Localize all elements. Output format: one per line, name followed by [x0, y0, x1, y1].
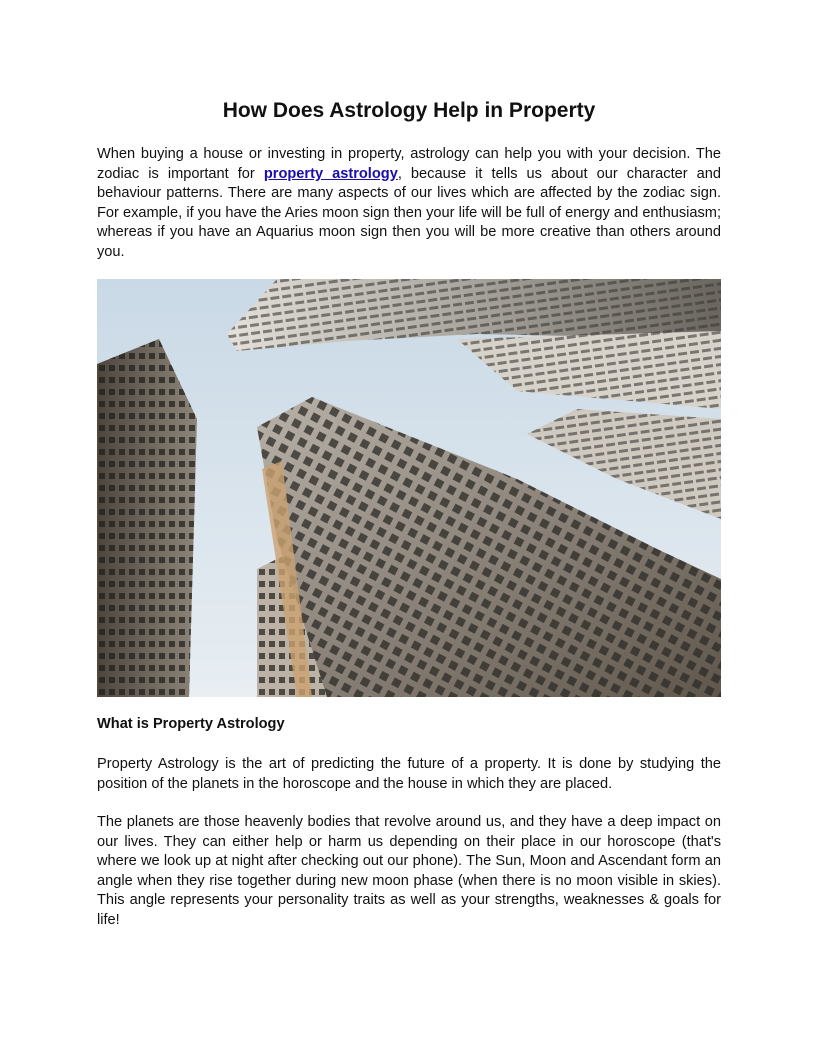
- paragraph-planets: The planets are those heavenly bodies that revolve around us, and they have a deep impact on our lives. They can either help or harm us depending on their place in our horoscope (that's where we look up at night after checking out our phone). The Sun, Moon and Ascendant form an angle when they rise together during new moon phase (when there is no moon visible in skies). This angle represents your personality traits as well as your strengths, weaknesses & goals for life!: [97, 814, 721, 928]
- intro-text-after: , because it tells us about our character and behaviour patterns. There are many aspects of our lives which are affected by the zodiac sign. For example, if you have the Aries moon sign then your life will be full of energy and enthusiasm; whereas if you have an Aquarius moon sign then you will be more creative than others around you.: [97, 165, 722, 260]
- property-astrology-link[interactable]: property astrology: [263, 165, 398, 182]
- intro-paragraph: [97, 145, 721, 263]
- intro-text-before: When buying a house or investing in property, astrology can help you with your decision. The zodiac is important for: [97, 146, 721, 182]
- skyscrapers-photo: [97, 279, 721, 697]
- left-building: [97, 339, 197, 697]
- page-title: How Does Astrology Help in Property: [222, 99, 596, 122]
- paragraph-definition: Property Astrology is the art of predicting the future of a property. It is done by studying the position of the planets in the horoscope and the house in which they are placed.: [97, 756, 721, 792]
- section-heading: What is Property Astrology: [97, 716, 285, 732]
